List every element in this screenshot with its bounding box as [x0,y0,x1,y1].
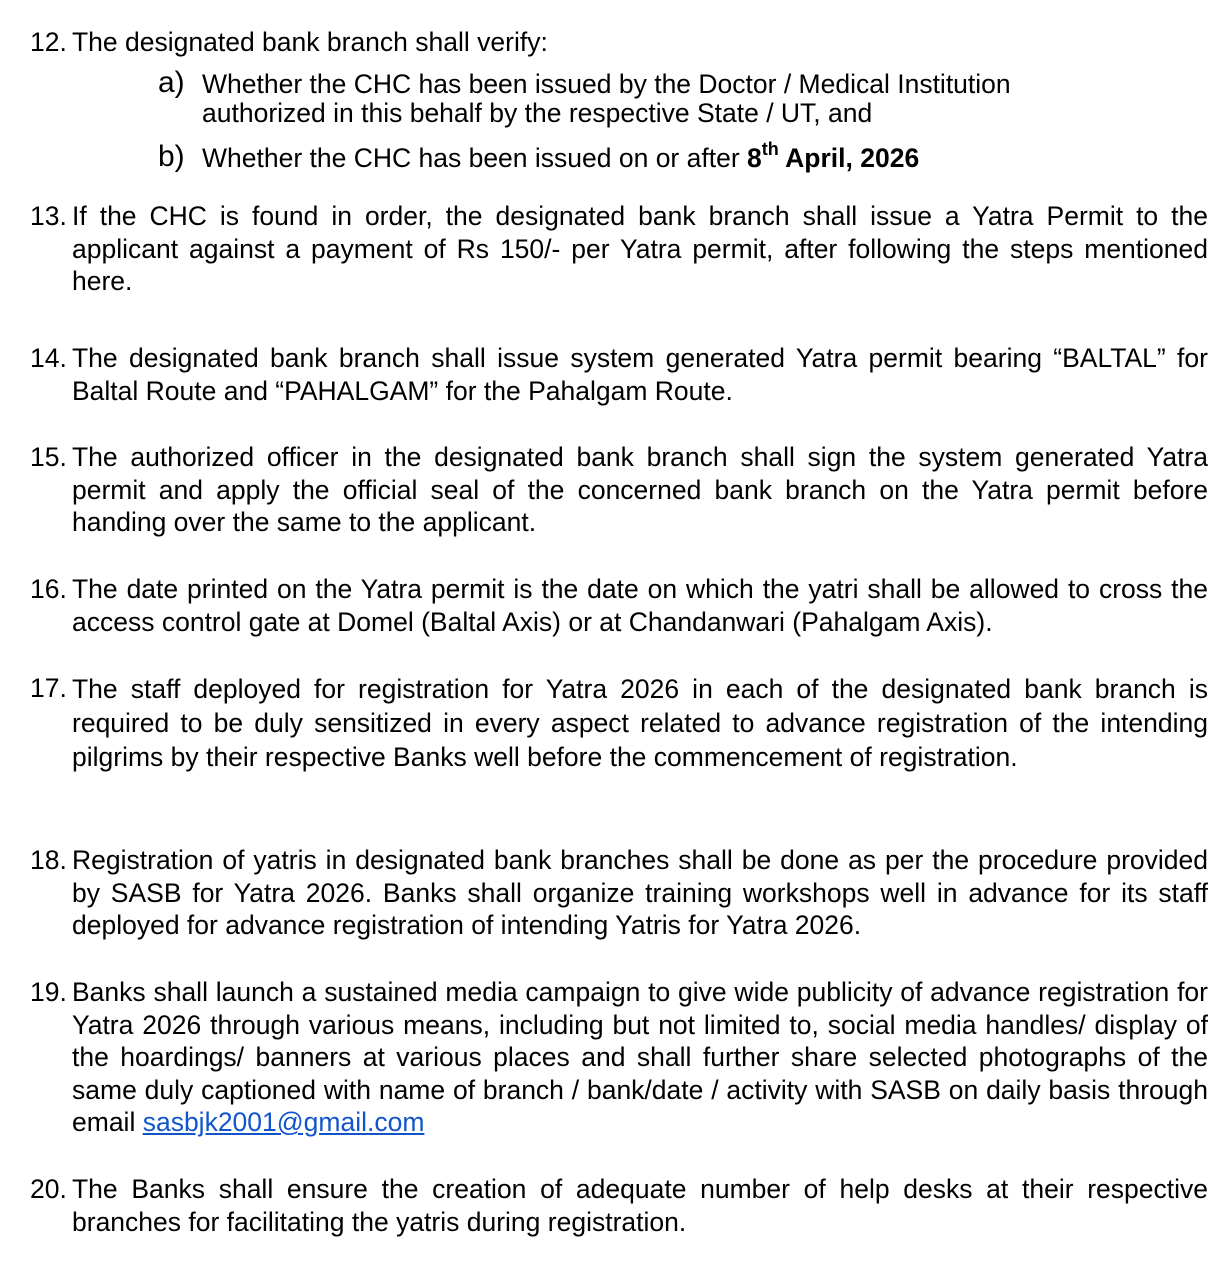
sub-item-text: Whether the CHC has been issued by the Doctor / Medical Institution authorized in this behalf by the respective State / UT, and [202,69,1011,128]
sub-item-a [158,66,1138,128]
list-item-20 [30,1173,1208,1238]
item-number: 13. [30,201,67,231]
item-number: 15. [30,442,67,472]
sub-item-text-plain: Whether the CHC has been issued on or after [202,143,748,173]
item-number: 12. [30,27,67,57]
item-text: The staff deployed for registration for Yatra 2026 in each of the designated bank branch is required to be duly sensitized in every aspect related to advance registration of the intending pilgrims by their respective Banks well before the commencement of registration. [72,674,1208,772]
list-item-18 [30,844,1208,942]
item-text: Registration of yatris in designated bank branches shall be done as per the procedure provided by SASB for Yatra 2026. Banks shall organize training workshops well in advance for its staff deployed for advance registration of intending Yatris for Yatra 2026. [72,845,1208,940]
item-text: The date printed on the Yatra permit is the date on which the yatri shall be allowed to cross the access control gate at Domel (Baltal Axis) or at Chandanwari (Pahalgam Axis). [72,574,1208,637]
item-text: The authorized officer in the designated bank branch shall sign the system generated Yatra permit and apply the official seal of the concerned bank branch on the Yatra permit before handing over the same to the applicant. [72,442,1208,537]
item-number: 17. [30,673,67,703]
date-day: 8 [747,143,762,173]
item-text: The designated bank branch shall issue system generated Yatra permit bearing “BALTAL” for Baltal Route and “PAHALGAM” for the Pahalgam Route. [72,343,1208,406]
item-number: 18. [30,845,67,875]
sub-item-letter: b) [158,140,185,173]
list-item-13 [30,200,1208,298]
list-item-14 [30,342,1208,407]
sub-item-letter: a) [158,66,185,99]
date-ordinal: th [761,139,779,159]
list-item-12 [30,26,1208,59]
item-text: If the CHC is found in order, the designated bank branch shall issue a Yatra Permit to the applicant against a payment of Rs 150/- per Yatra permit, after following the steps mentioned here. [72,201,1208,296]
item-text [72,976,1208,1139]
item-number: 16. [30,574,67,604]
item-number: 20. [30,1174,67,1204]
date-rest: April, 2026 [778,143,920,173]
sub-item-b [158,139,1138,176]
item-text-plain: Banks shall launch a sustained media campaign to give wide publicity of advance registration for Yatra 2026 through various means, including but not limited to, social media handles/ display of the hoardings/ banners at various places and shall further share selected photographs of the same duly captioned with name of branch / bank/date / activity with SASB on daily basis through email [72,977,1208,1137]
item-number: 14. [30,343,67,373]
item-text: The designated bank branch shall verify: [72,27,548,57]
item-number: 19. [30,977,67,1007]
list-item-19 [30,976,1208,1139]
list-item-15 [30,441,1208,539]
list-item-17 [30,672,1208,774]
item-text: The Banks shall ensure the creation of adequate number of help desks at their respective branches for facilitating the yatris during registration. [72,1174,1208,1237]
sub-item-text [202,139,1138,176]
list-item-16 [30,573,1208,638]
email-link[interactable]: sasbjk2001@gmail.com [142,1107,425,1137]
